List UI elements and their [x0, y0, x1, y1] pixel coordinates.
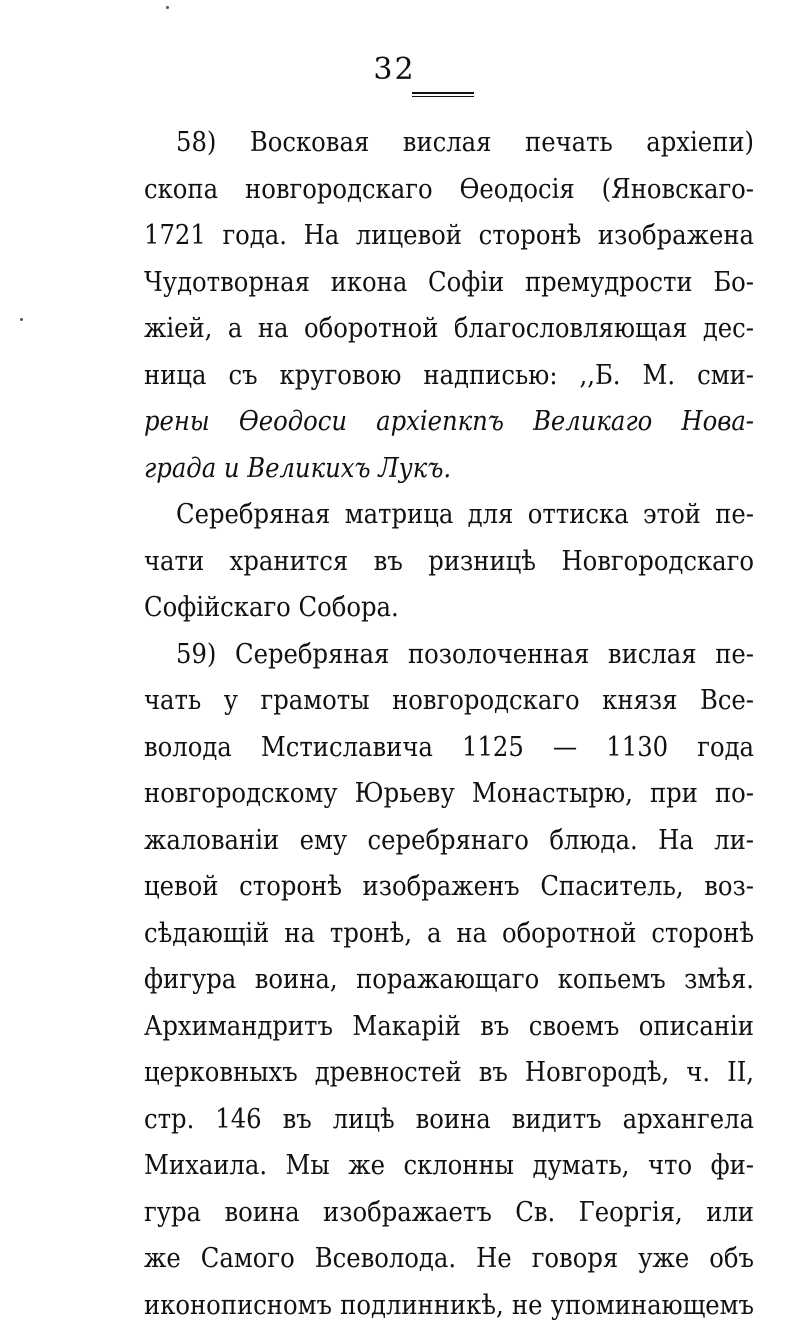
text-line: же Самого Всеволода. Не говоря уже объ: [144, 1236, 754, 1283]
text-line: Серебряная матрица для оттиска этой пе-: [144, 492, 754, 539]
text-line: волода Мстиславича 1125 — 1130 года: [144, 725, 754, 772]
scan-speck: [20, 318, 23, 321]
text-line: фигура воина, поражающаго копьемъ змѣя.: [144, 957, 754, 1004]
text-line-italic: рены Ѳеодоси архіепкпъ Великаго Нова-: [144, 399, 754, 446]
text-line: гура воина изображаетъ Св. Георгія, или: [144, 1190, 754, 1237]
text-line: Архимандритъ Макарій въ своемъ описаніи: [144, 1004, 754, 1051]
text-line: Чудотворная икона Софіи премудрости Бо-: [144, 260, 754, 307]
text-line: Софійскаго Собора.: [144, 585, 754, 632]
text-line-italic: града и Великихъ Лукъ.: [144, 446, 754, 493]
text-line: чати хранится въ ризницѣ Новгородскаго: [144, 539, 754, 586]
scan-speck: [166, 6, 169, 9]
text-line: скопа новгородскаго Ѳеодосія (Яновскаго-: [144, 167, 754, 214]
text-line: чать у грамоты новгородскаго князя Все-: [144, 678, 754, 725]
text-line: стр. 146 въ лицѣ воина видитъ архангела: [144, 1097, 754, 1144]
page-number-rule: [412, 92, 474, 94]
body-text: [144, 120, 754, 1329]
text-line: 59) Серебряная позолоченная вислая пе-: [144, 632, 754, 679]
text-line: 58) Восковая вислая печать архіепи): [144, 120, 754, 167]
text-line: жалованіи ему серебрянаго блюда. На ли-: [144, 818, 754, 865]
page-number-rule-thin: [412, 96, 474, 97]
text-line: цевой сторонѣ изображенъ Спаситель, воз-: [144, 864, 754, 911]
text-line: 1721 года. На лицевой сторонѣ изображена: [144, 213, 754, 260]
page-number: 32: [0, 50, 789, 90]
text-line: новгородскому Юрьеву Монастырю, при по-: [144, 771, 754, 818]
text-line: сѣдающій на тронѣ, а на оборотной сторонѣ: [144, 911, 754, 958]
text-line: иконописномъ подлинникѣ, не упоминающемъ: [144, 1283, 754, 1329]
text-line: Михаила. Мы же склонны думать, что фи-: [144, 1143, 754, 1190]
text-line: ница съ круговою надписью: ,,Б. М. сми-: [144, 353, 754, 400]
text-line: церковныхъ древностей въ Новгородѣ, ч. II,: [144, 1050, 754, 1097]
text-line: жіей, а на оборотной благословляющая дес-: [144, 306, 754, 353]
